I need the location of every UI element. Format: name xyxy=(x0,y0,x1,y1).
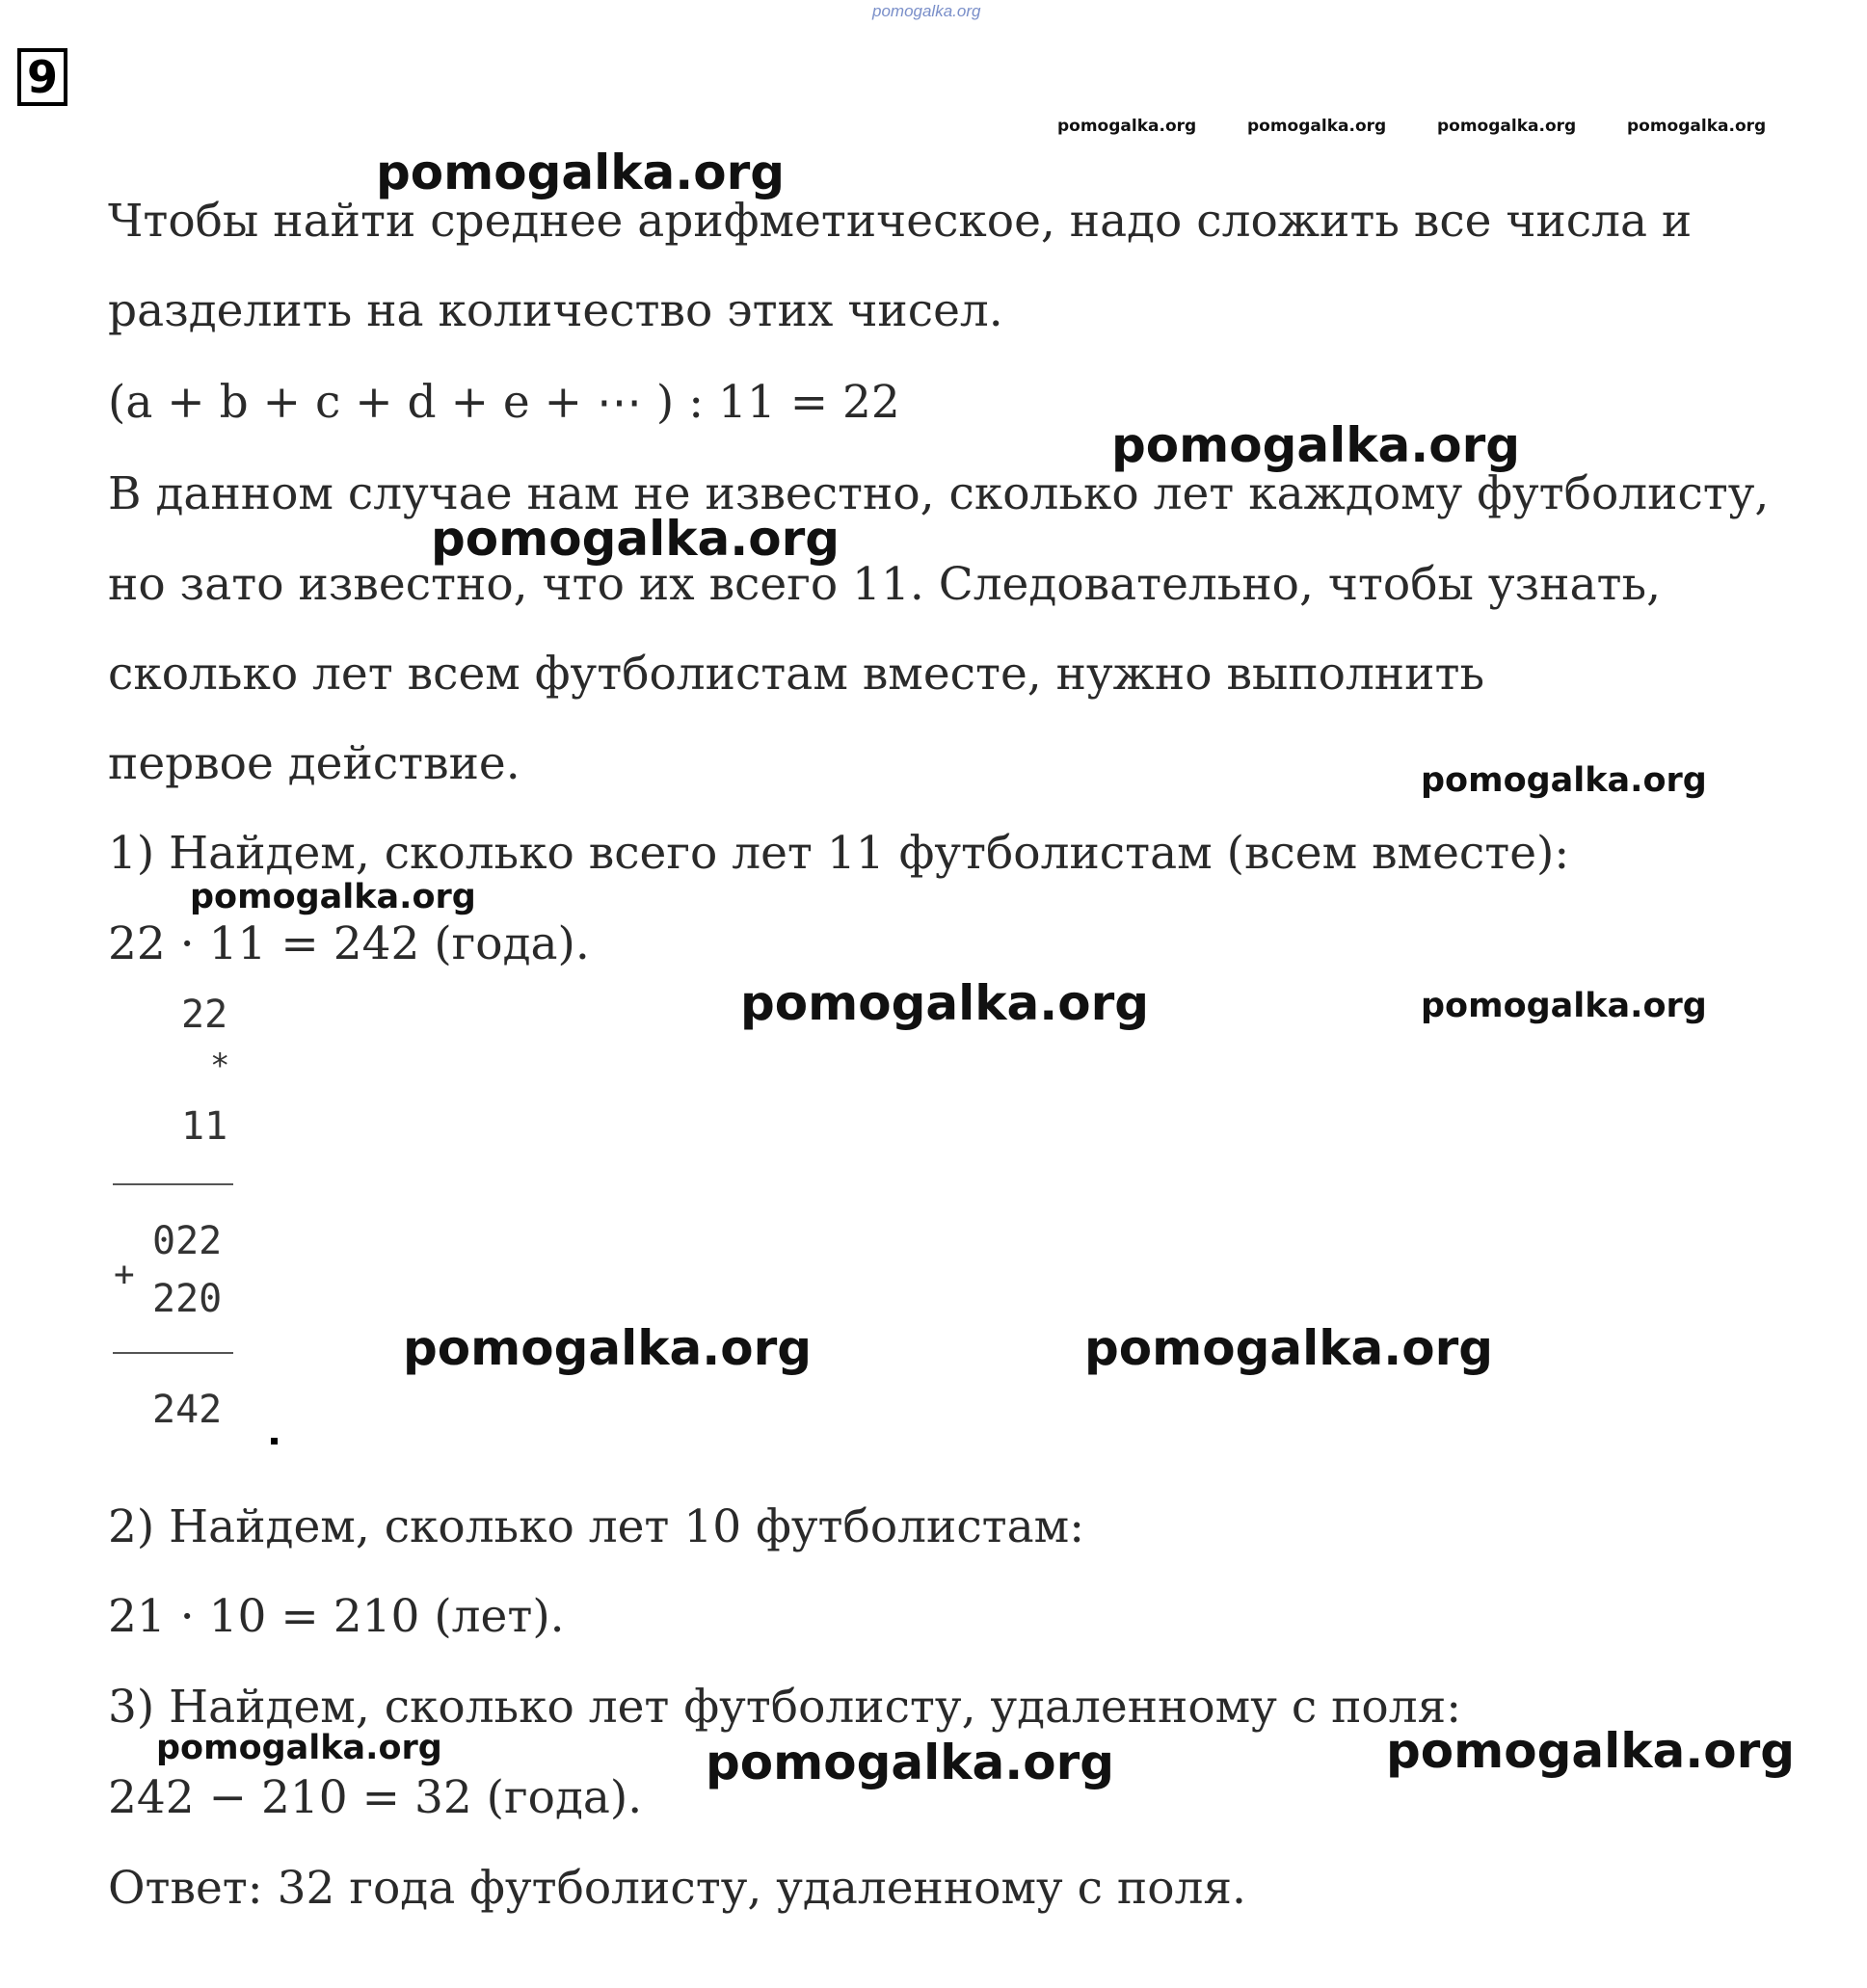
step-2-title: 2) Найдем, сколько лет 10 футболистам: xyxy=(108,1500,1085,1553)
calc-multiplicand: 22 xyxy=(181,993,228,1037)
step-1-title: 1) Найдем, сколько всего лет 11 футболистам (всем вместе): xyxy=(108,827,1570,880)
paragraph-line: разделить на количество этих чисел. xyxy=(108,284,1003,337)
watermark: pomogalka.org xyxy=(1084,1320,1494,1376)
calc-partial-2: 220 xyxy=(152,1277,223,1321)
paragraph-line: первое действие. xyxy=(108,737,520,790)
step-1-calc: 22 · 11 = 242 (года). xyxy=(108,917,590,970)
watermark: pomogalka.org xyxy=(740,975,1150,1031)
calc-multiplier: 11 xyxy=(181,1104,228,1149)
calc-result: 242 xyxy=(152,1388,223,1432)
watermark: pomogalka.org xyxy=(1057,117,1197,136)
watermark: pomogalka.org xyxy=(1421,987,1707,1025)
step-2-calc: 21 · 10 = 210 (лет). xyxy=(108,1590,565,1643)
answer: Ответ: 32 года футболисту, удаленному с поля. xyxy=(108,1862,1246,1915)
watermark: pomogalka.org xyxy=(1437,117,1577,136)
formula: (a + b + c + d + e + ⋯ ) : 11 = 22 xyxy=(108,376,900,429)
paragraph-line: Чтобы найти среднее арифметическое, надо сложить все числа и xyxy=(108,195,1693,248)
calc-divider xyxy=(113,1183,233,1185)
watermark: pomogalka.org xyxy=(403,1320,813,1376)
watermark: pomogalka.org xyxy=(156,1729,442,1767)
paragraph-line: сколько лет всем футболистам вместе, нужно выполнить xyxy=(108,648,1485,701)
period-mark xyxy=(271,1438,278,1445)
watermark: pomogalka.org xyxy=(376,145,786,200)
paragraph-line: но зато известно, что их всего 11. Следовательно, чтобы узнать, xyxy=(108,558,1662,611)
paragraph-line: В данном случае нам не известно, сколько лет каждому футболисту, xyxy=(108,467,1770,520)
watermark: pomogalka.org xyxy=(1627,117,1767,136)
step-3-calc: 242 − 210 = 32 (года). xyxy=(108,1771,643,1824)
watermark: pomogalka.org xyxy=(706,1735,1115,1790)
step-3-title: 3) Найдем, сколько лет футболисту, удаленному с поля: xyxy=(108,1681,1462,1734)
calc-divider xyxy=(113,1352,233,1354)
task-number-badge: 9 xyxy=(17,48,67,106)
watermark: pomogalka.org xyxy=(1421,761,1707,800)
calc-plus: + xyxy=(114,1255,135,1294)
watermark: pomogalka.org xyxy=(1247,117,1387,136)
top-watermark: pomogalka.org xyxy=(872,2,981,20)
watermark: pomogalka.org xyxy=(190,878,476,916)
calc-partial-1: 022 xyxy=(152,1219,223,1263)
watermark: pomogalka.org xyxy=(431,511,840,567)
watermark: pomogalka.org xyxy=(1111,417,1521,473)
calc-operator: * xyxy=(210,1047,230,1085)
watermark: pomogalka.org xyxy=(1386,1723,1796,1779)
